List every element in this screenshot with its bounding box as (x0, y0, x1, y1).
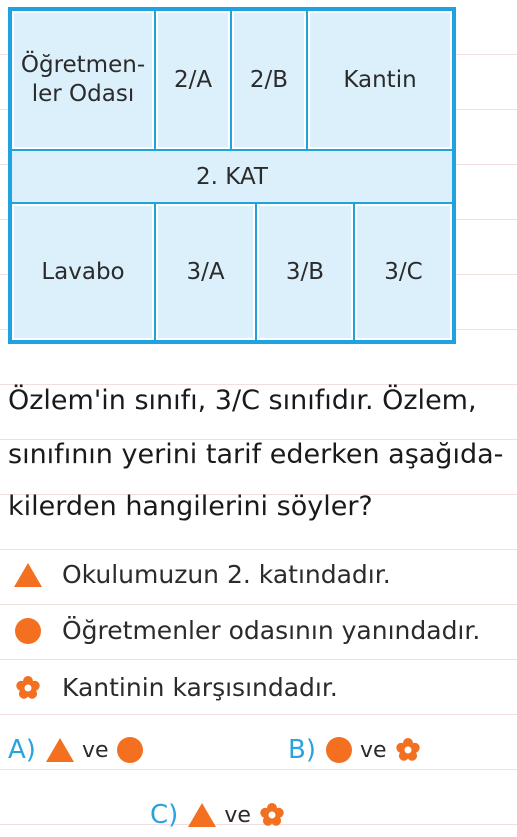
statement-flower (12, 673, 338, 702)
circle-icon (117, 737, 143, 763)
statement-triangle-text: Okulumuzun 2. katındadır. (62, 560, 391, 589)
statement-flower-text: Kantinin karşısındadır. (62, 673, 338, 702)
room-3a (156, 204, 255, 340)
answer-a-letter: A) (8, 735, 36, 765)
floor-plan (8, 7, 456, 344)
answer-b-letter: B) (288, 735, 316, 765)
room-3a-label: 3/A (186, 258, 225, 285)
triangle-icon (14, 563, 42, 587)
statement-triangle (12, 560, 391, 589)
room-3b (257, 204, 353, 340)
triangle-icon (188, 803, 216, 827)
answer-b-ve: ve (359, 737, 387, 763)
corridor-label: 2. KAT (196, 163, 268, 190)
room-restroom-label: Lavabo (41, 258, 125, 285)
room-canteen-label: Kantin (343, 66, 417, 93)
answer-a[interactable] (8, 735, 143, 765)
room-2b (232, 11, 306, 149)
room-3c (355, 204, 452, 340)
room-teachers-lounge (12, 11, 154, 149)
statement-circle-text: Öğretmenler odasının yanındadır. (62, 616, 481, 645)
room-2b-label: 2/B (249, 66, 289, 93)
answer-a-ve: ve (81, 737, 109, 763)
corridor (12, 151, 452, 202)
answer-b[interactable] (288, 735, 421, 765)
room-canteen (308, 11, 452, 149)
room-2a-label: 2/A (173, 66, 213, 93)
room-3b-label: 3/B (285, 258, 325, 285)
question-line-2: sınıfının yerini tarif ederken aşağıda- (8, 439, 504, 470)
circle-icon (326, 737, 352, 763)
flower-icon (15, 675, 41, 701)
answer-c[interactable] (150, 800, 285, 830)
room-restroom (12, 204, 154, 340)
answer-c-ve: ve (224, 802, 251, 828)
room-3c-label: 3/C (384, 258, 423, 285)
question-line-1: Özlem'in sınıfı, 3/C sınıfıdır. Özlem, (8, 385, 477, 416)
statement-circle (12, 616, 480, 645)
answer-c-letter: C) (150, 800, 179, 830)
room-label-line-1: Öğretmen- (20, 52, 146, 79)
room-label-line-2: ler Odası (31, 81, 135, 107)
flower-icon (259, 802, 285, 828)
triangle-icon (46, 738, 74, 762)
question-line-3: kilerden hangilerini söyler? (8, 491, 373, 522)
flower-icon (395, 737, 421, 763)
circle-icon (15, 618, 41, 644)
room-2a (156, 11, 230, 149)
